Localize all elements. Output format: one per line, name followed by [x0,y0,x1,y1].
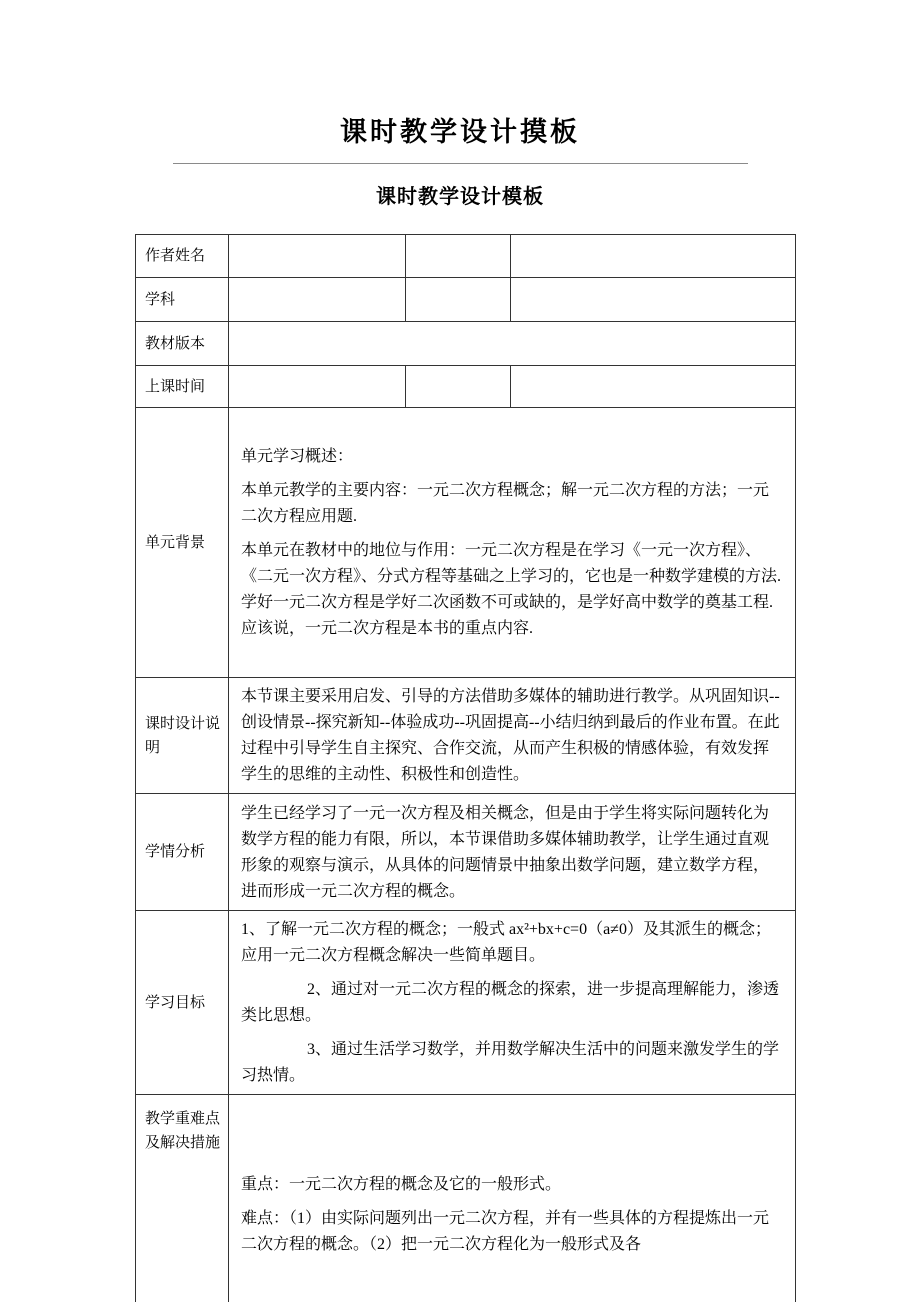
unit-main-content-paragraph: 本单元教学的主要内容：一元二次方程概念；解一元二次方程的方法；一元二次方程应用题. [241,482,770,525]
row-subject [136,278,796,322]
title-divider [173,163,748,164]
learning-goals-content [229,911,796,1095]
difficulty-paragraph: 难点：（1）由实际问题列出一元二次方程，并有一些具体的方程提炼出一元二次方程的概念。（2）把一元二次方程化为一般形式及各 [241,1210,770,1253]
lesson-design-table [135,234,796,1302]
document-subtitle: 课时教学设计模板 [376,186,544,208]
unit-role-paragraph: 本单元在教材中的地位与作用：一元二次方程是在学习《一元一次方程》、《二元一次方程》、分式方程等基础之上学习的，它也是一种数学建模的方法.学好一元二次方程是学好二次函数不可或缺的，是学好高中数学的奠基工程. 应该说，一元二次方程是本书的重点内容. [241,542,782,637]
subject-label: 学科 [136,278,229,322]
class-time-cell-1 [229,366,406,408]
lesson-design-label: 课时设计说明 [136,678,229,794]
author-name-cell-1 [229,235,406,278]
subject-cell-2 [406,278,511,322]
class-time-cell-3 [511,366,796,408]
key-points-label: 教学重难点及解决措施 [136,1095,229,1302]
subject-cell-1 [229,278,406,322]
unit-overview-heading: 单元学习概述： [241,448,354,465]
learning-goal-2: 2、通过对一元二次方程的概念的探索，进一步提高理解能力，渗透类比思想。 [241,981,780,1024]
class-time-label: 上课时间 [136,366,229,408]
row-learning-goals [136,911,796,1095]
row-class-time [136,366,796,408]
learning-goals-label: 学习目标 [136,911,229,1095]
document-title: 课时教学设计摸板 [340,117,580,147]
subject-cell-3 [511,278,796,322]
learning-goal-1: 1、了解一元二次方程的概念；一般式 ax²+bx+c=0（a≠0）及其派生的概念； 应用一元二次方程概念解决一些简单题目。 [241,921,779,964]
lesson-design-content [229,678,796,794]
key-point-paragraph: 重点：一元二次方程的概念及它的一般形式。 [241,1176,562,1193]
learner-analysis-content [229,794,796,911]
row-learner-analysis [136,794,796,911]
row-key-points [136,1095,796,1302]
unit-background-content [229,408,796,678]
row-author [136,235,796,278]
learning-goal-3: 3、通过生活学习数学，并用数学解决生活中的问题来激发学生的学习热情。 [241,1041,780,1084]
row-lesson-design [136,678,796,794]
author-name-cell-2 [406,235,511,278]
author-name-label: 作者姓名 [136,235,229,278]
unit-background-label: 单元背景 [136,408,229,678]
row-unit-background [136,408,796,678]
textbook-version-label: 教材版本 [136,322,229,366]
textbook-version-cell [229,322,796,366]
row-textbook-version [136,322,796,366]
learner-analysis-label: 学情分析 [136,794,229,911]
key-points-content [229,1095,796,1302]
class-time-cell-2 [406,366,511,408]
learner-analysis-paragraph: 学生已经学习了一元一次方程及相关概念，但是由于学生将实际问题转化为数学方程的能力有限，所以，本节课借助多媒体辅助教学，让学生通过直观形象的观察与演示，从具体的问题情景中抽象出数学问题，建立数学方程，进而形成一元二次方程的概念。 [241,804,770,900]
author-name-cell-3 [511,235,796,278]
lesson-design-paragraph: 本节课主要采用启发、引导的方法借助多媒体的辅助进行教学。从巩固知识--创设情景--探究新知--体验成功--巩固提高--小结归纳到最后的作业布置。在此过程中引导学生自主探究、合作交流，从而产生积极的情感体验，有效发挥学生的思维的主动性、积极性和创造性。 [241,688,780,783]
